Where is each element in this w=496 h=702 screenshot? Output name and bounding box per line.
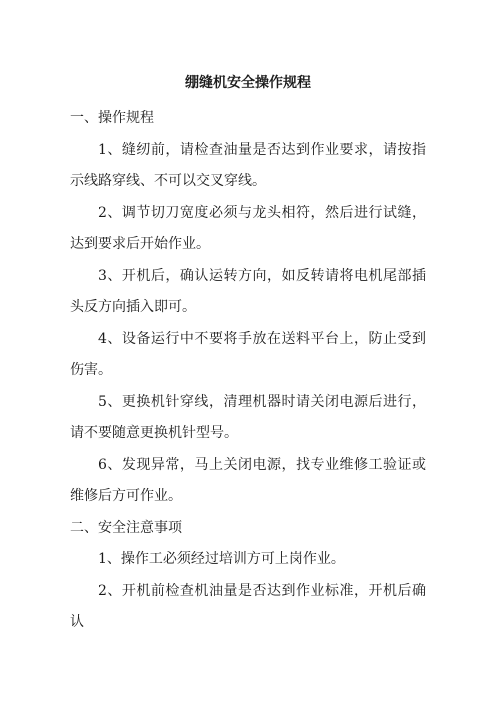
procedure-item-1: 1、缝纫前，请检查油量是否达到作业要求，请按指示线路穿线、不可以交叉穿线。	[70, 141, 426, 189]
section-heading-procedures: 一、操作规程	[70, 110, 154, 126]
procedure-item-2: 2、调节切刀宽度必须与龙头相符，然后进行试缝，达到要求后开始作业。	[70, 204, 426, 252]
procedure-item-4: 4、设备运行中不要将手放在送料平台上，防止受到伤害。	[70, 330, 426, 378]
safety-item-2: 2、开机前检查机油量是否达到作业标准，开机后确认	[70, 582, 426, 630]
safety-item-1: 1、操作工必须经过培训方可上岗作业。	[98, 551, 345, 567]
procedure-item-5: 5、更换机针穿线，清理机器时请关闭电源后进行，请不要随意更换机针型号。	[70, 393, 426, 441]
procedure-item-6: 6、发现异常，马上关闭电源，找专业维修工验证或维修后方可作业。	[70, 456, 426, 504]
section-heading-safety: 二、安全注意事项	[70, 519, 182, 536]
procedure-item-3: 3、开机后，确认运转方向，如反转请将电机尾部插头反方向插入即可。	[70, 267, 426, 315]
document-body	[70, 103, 426, 639]
document-title: 绷缝机安全操作规程	[185, 75, 311, 91]
